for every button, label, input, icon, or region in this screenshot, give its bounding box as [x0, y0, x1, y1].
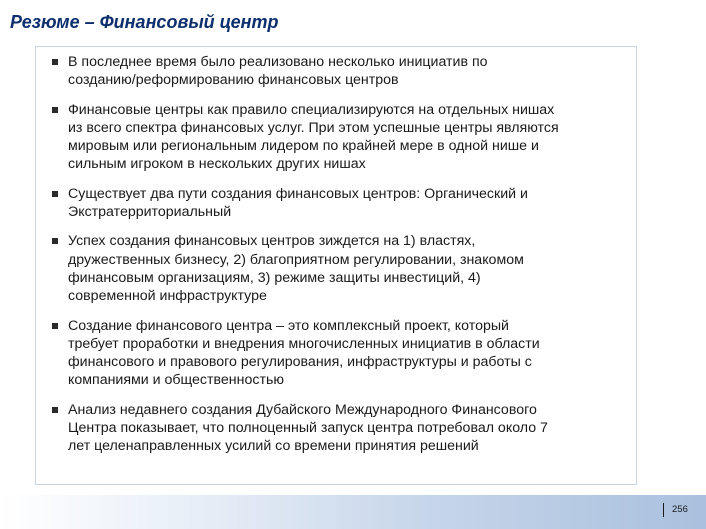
bullet-line: финансовым организациям, 3) режиме защиты инвестиций, 4) [68, 269, 481, 286]
bullet-line: Успех создания финансовых центров зиждется на 1) властях, [68, 233, 476, 250]
square-bullet-icon [52, 407, 58, 413]
page-number: 256 [672, 504, 688, 515]
bullet-item-4 [50, 232, 628, 305]
bullet-line: сильным игроком в нескольких других нишах [68, 156, 366, 173]
bullet-line: Финансовые центры как правило специализируются на отдельных нишах [68, 101, 555, 118]
bullet-line: Анализ недавнего создания Дубайского Международного Финансового [68, 401, 537, 418]
bullet-item-1 [50, 53, 628, 90]
square-bullet-icon [52, 59, 58, 65]
bullet-item-2 [50, 101, 628, 174]
slide-title: Резюме – Финансовый центр [10, 12, 279, 32]
footer-band [0, 495, 706, 529]
bullet-item-3 [50, 185, 628, 222]
bullet-item-5 [50, 317, 628, 390]
bullet-line: современной инфраструктуре [68, 288, 267, 305]
bullet-line: Экстратерриториальный [68, 204, 232, 221]
bullet-line: требует проработки и внедрения многочисленных инициатив в области [68, 335, 540, 352]
bullet-line: компаниями и общественностью [68, 372, 284, 389]
bullet-line: Существует два пути создания финансовых центров: Органический и [68, 185, 528, 202]
bullet-line: мировым или региональным лидером по крайней мере в одной нише и [68, 138, 539, 155]
bullet-item-6 [50, 401, 628, 456]
bullet-line: созданию/реформированию финансовых центров [68, 72, 399, 89]
square-bullet-icon [52, 191, 58, 197]
bullet-line: финансового и правового регулирования, инфраструктуры и работы с [68, 354, 532, 371]
square-bullet-icon [52, 323, 58, 329]
bullet-line: лет целенаправленных усилий со времени принятия решений [68, 438, 479, 455]
square-bullet-icon [52, 107, 58, 113]
bullet-line: Центра показывает, что полноценный запуск центра потребовал около 7 [68, 420, 548, 437]
page-number-divider [663, 503, 664, 517]
bullet-line: из всего спектра финансовых услуг. При этом успешные центры являются [68, 119, 559, 136]
summary-box [35, 46, 637, 485]
bullet-list [50, 53, 628, 467]
bullet-line: Создание финансового центра – это комплексный проект, который [68, 317, 509, 334]
bullet-line: В последнее время было реализовано несколько инициатив по [68, 54, 488, 70]
bullet-line: дружественных бизнесу, 2) благоприятном регулировании, знакомом [68, 251, 524, 268]
square-bullet-icon [52, 238, 58, 244]
